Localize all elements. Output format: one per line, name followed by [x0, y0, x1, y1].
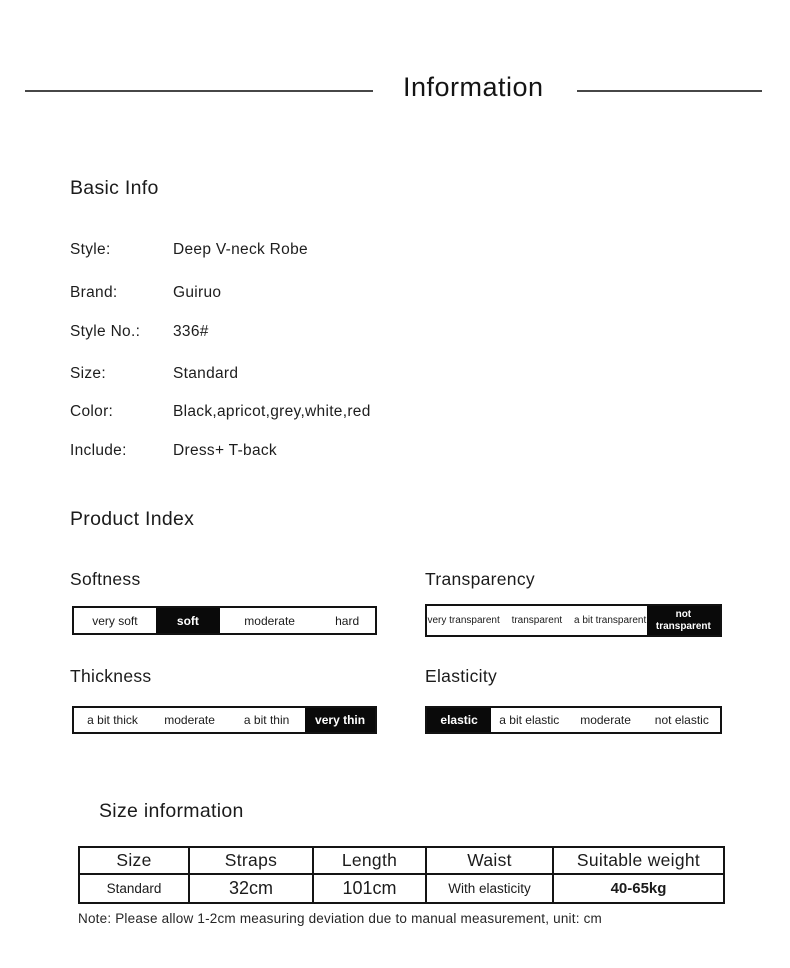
scale-segment-label: a bit thick [87, 713, 138, 727]
info-value: Dress+ T-back [173, 442, 277, 459]
info-value: Standard [173, 365, 239, 382]
info-label: Style: [70, 241, 111, 258]
info-label: Color: [70, 403, 114, 420]
softness-scale [72, 606, 377, 635]
info-label: Include: [70, 442, 127, 459]
straps-cell: 32cm [189, 874, 313, 903]
title-rule-right [577, 90, 762, 92]
scale-segment [491, 708, 567, 732]
scale-segment [647, 606, 720, 635]
scale-segment [74, 608, 156, 633]
scale-segment [427, 606, 500, 635]
size-table-header-row [79, 847, 724, 874]
scale-segment [567, 708, 643, 732]
info-value: Black,apricot,grey,white,red [173, 403, 371, 420]
length-cell: 101cm [313, 874, 426, 903]
elasticity-heading: Elasticity [425, 666, 498, 686]
scale-segment [305, 708, 375, 732]
title-rule-left [25, 90, 373, 92]
size-table-header-length: Length [313, 847, 426, 874]
info-row-include [70, 442, 277, 460]
info-label: Size: [70, 365, 106, 382]
scale-segment-label: elastic [440, 713, 478, 727]
scale-segment [156, 608, 220, 633]
scale-segment-label: moderate [580, 713, 631, 727]
table-row [79, 874, 724, 903]
scale-segment [644, 708, 720, 732]
softness-heading: Softness [70, 569, 141, 589]
size-table-header-suitable-weight: Suitable weight [553, 847, 724, 874]
size-cell: Standard [79, 874, 189, 903]
information-title: Information [403, 72, 544, 102]
scale-segment-label: moderate [164, 713, 215, 727]
size-information-heading: Size information [99, 800, 244, 822]
scale-segment [427, 708, 491, 732]
info-label: Style No.: [70, 323, 141, 340]
info-value: Deep V-neck Robe [173, 241, 308, 258]
scale-segment-label: very soft [92, 613, 138, 628]
scale-segment [74, 708, 151, 732]
waist-cell: With elasticity [426, 874, 553, 903]
thickness-heading: Thickness [70, 666, 152, 686]
size-table-header-waist: Waist [426, 847, 553, 874]
scale-segment-label: very transparent [427, 614, 500, 626]
scale-segment [151, 708, 228, 732]
elasticity-scale [425, 706, 722, 734]
scale-segment [228, 708, 305, 732]
suitable-weight-cell: 40-65kg [553, 874, 724, 903]
info-row-color [70, 403, 371, 421]
info-row-style-no [70, 323, 209, 341]
thickness-scale [72, 706, 377, 734]
transparency-scale [425, 604, 722, 637]
info-value: Guiruo [173, 284, 222, 301]
info-label: Brand: [70, 284, 118, 301]
scale-segment [220, 608, 319, 633]
scale-segment [319, 608, 375, 633]
scale-segment-label: not transparent [655, 609, 711, 632]
scale-segment-label: a bit transparent [573, 614, 647, 626]
scale-segment [574, 606, 647, 635]
size-table-header-straps: Straps [189, 847, 313, 874]
scale-segment-label: very thin [315, 713, 366, 727]
info-row-style [70, 241, 308, 259]
scale-segment-label: soft [176, 613, 199, 628]
scale-segment-label: hard [335, 613, 360, 628]
scale-segment-label: a bit thin [243, 713, 290, 727]
size-table [78, 846, 725, 904]
measurement-note: Note: Please allow 1-2cm measuring deviation due to manual measurement, unit: cm [78, 911, 603, 926]
scale-segment [500, 606, 573, 635]
scale-segment-label: not elastic [654, 713, 709, 727]
info-row-size [70, 365, 238, 383]
transparency-heading: Transparency [425, 569, 535, 589]
info-value: 336# [173, 323, 209, 340]
scale-segment-label: transparent [511, 614, 563, 626]
info-row-brand [70, 284, 221, 302]
size-table-header-size: Size [79, 847, 189, 874]
scale-segment-label: moderate [244, 613, 295, 628]
product-index-heading: Product Index [70, 508, 195, 530]
scale-segment-label: a bit elastic [499, 713, 560, 727]
basic-info-heading: Basic Info [70, 177, 159, 199]
